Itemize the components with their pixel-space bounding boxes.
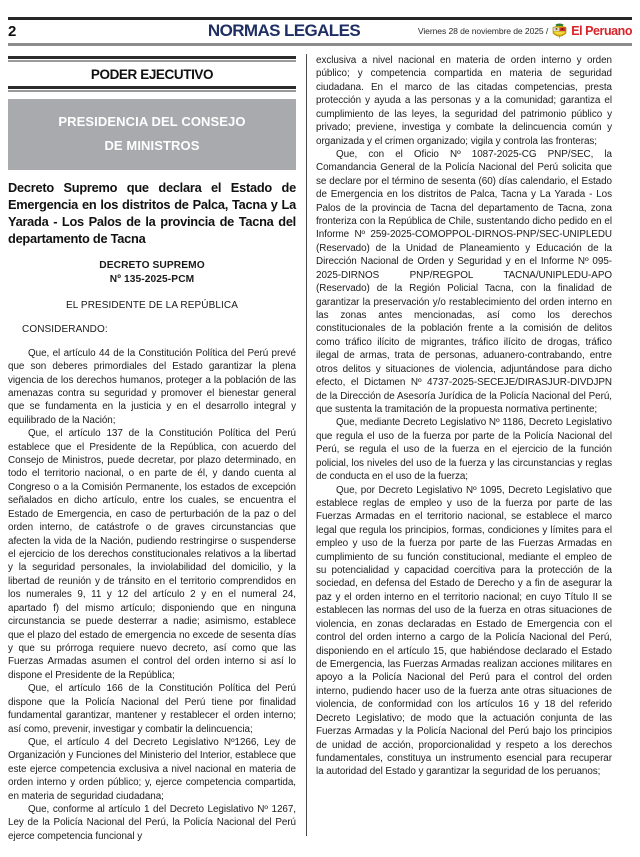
paragraph: Que, el artículo 166 de la Constitución Política del Perú dispone que la Policía Nacional del Perú tiene por finalidad fundamental garantizar, mantener y restablecer el orden interno; así como, prevenir, investigar y combatir la delincuencia; (8, 683, 296, 735)
masthead-row (8, 20, 632, 42)
section-rule-top (8, 56, 296, 59)
masthead-right-group (418, 23, 632, 40)
page-number: 2 (8, 22, 17, 40)
column-divider (306, 54, 307, 836)
section-rule-bottom (8, 86, 296, 89)
paragraph: Que, el artículo 44 de la Constitución Política del Perú prevé que son deberes primordiales del Estado garantizar la plena vigencia de los derechos humanos, proteger a la población de las amenazas contra su seguridad y promover el bienestar general que se fundamenta en la justicia y en el desarrollo integral y equilibrado de la Nación; (8, 347, 296, 426)
brand-name: El Peruano (571, 24, 632, 38)
decree-kicker-line-2: Nº 135-2025-PCM (109, 273, 195, 285)
right-column (316, 54, 612, 836)
masthead-rule-bottom (8, 43, 632, 46)
decree-title: Decreto Supremo que declara el Estado de Emergencia en los distritos de Palca, Tacna y La Yarada - Los Palos de la provincia de Tacna del departamento de Tacna (8, 180, 296, 247)
paragraph: Que, el artículo 4 del Decreto Legislativo Nº1266, Ley de Organización y Funciones del Ministerio del Interior, establece que este ejerce competencia exclusiva a nivel nacional en materia de orden interno y orden público; y, ejerce competencia compartida, en materia de seguridad ciudadana; (8, 736, 296, 802)
paragraph: Que, con el Oficio Nº 1087-2025-CG PNP/SEC, la Comandancia General de la Policía Nacional del Perú solicita que se declare por el término de sesenta (60) días calendario, el Estado de Emergencia en los distritos de Palca, Tacna y La Yarada - Los Palos de la provincia de Tacna del departamento de Tacna, zona fronteriza con la República de Chile, sustentando dicho pedido en el Informe Nº 259-2025-COMOPPOL-DIRNOS-PNP/SEC-UNIPLEDU (Reservado) de la Unidad de Planeamiento y Educación de la Dirección Nacional de Orden y Seguridad y en el Informe Nº 095-2025-DIRNOS PNP/REGPOL TACNA/UNIPLEDU-APO (Reservado) de la Región Policial Tacna, con la finalidad de garantizar la preservación y/o restablecimiento del orden interno en las zonas antes mencionadas, así como los derechos constitucionales de la población frente a la comisión de delitos como tráfico ilícito de migrantes, tráfico ilícito de drogas, tráfico ilegal de armas, trata de personas, aduanero-contrabando, entre otros delitos y situaciones de violencia, adjuntándose para dicho efecto, el Dictamen Nº 4737-2025-SECEJE/DIRASJUR-DIVDJPN de la Dirección de Asesoría Jurídica de la Policía Nacional del Perú, que sustenta la tramitación de la propuesta normativa pertinente; (316, 148, 612, 415)
paragraph: Que, mediante Decreto Legislativo Nº 1186, Decreto Legislativo que regula el uso de la fuerza por parte de la Policía Nacional del Perú, se regula el uso de la fuerza en el ejercicio de la función policial, los niveles del uso de la fuerza y las circunstancias y reglas de conducta en el uso de la fuerza; (316, 417, 612, 483)
president-line: EL PRESIDENTE DE LA REPÚBLICA (65, 299, 239, 311)
article-columns (8, 54, 632, 842)
entity-banner (8, 99, 296, 170)
section-rule-bottom-shadow (8, 90, 296, 92)
left-column-body (8, 347, 296, 844)
publication-title: NORMAS LEGALES (207, 21, 361, 40)
paragraph: exclusiva a nivel nacional en materia de orden interno y orden público; y competencia compartida en materia de seguridad ciudadana. En el marco de las citadas competencias, presta protección y ayuda a las personas y a la comunidad; garantiza el cumplimiento de las leyes, la seguridad del patrimonio público y privado; previene, investiga y combate la delincuencia común y organizada y el crimen organizado; vigila y controla las fronteras; (316, 55, 612, 147)
masthead (8, 17, 632, 48)
newspaper-page (0, 17, 640, 857)
paragraph: Que, por Decreto Legislativo Nº 1095, Decreto Legislativo que establece reglas de empleo y uso de la fuerza por parte de las Fuerzas Armadas en el territorio nacional, se establece el marco legal que regula los principios, formas, condiciones y límites para el empleo y uso de la fuerza por parte de las Fuerzas Armadas en cumplimiento de su función constitucional, mediante el empleo de su potencialidad y capacidad coercitiva para la protección de la sociedad, en defensa del Estado de Derecho y a fin de asegurar la paz y el orden interno en el territorio nacional; en cuyo Título II se establecen las normas del uso de la fuerza en otras situaciones de violencia, en zonas declaradas en Estado de Emergencia con el control del orden interno a cargo de la Policía Nacional del Perú, disponiendo en el artículo 15, que habiéndose declarado el Estado de Emergencia, las Fuerzas Armadas realizan acciones militares en apoyo a la Policía Nacional del Perú para el control del orden interno, pudiendo hacer uso de la fuerza ante otras situaciones de violencia, de conformidad con los artículos 16 y 18 del referido Decreto Legislativo; de modo que la actuación conjunta de las Fuerzas Armadas y la Policía Nacional del Perú bajo los principios de unidad de acción, proporcionalidad y respeto a los derechos fundamentales, constituya un instrumento esencial para recuperar la autoridad del Estado y garantizar la seguridad de los peruanos; (316, 484, 612, 778)
right-column-body (316, 54, 612, 779)
entity-banner-line-1: PRESIDENCIA DEL CONSEJO (58, 114, 246, 129)
left-column (8, 54, 304, 842)
decree-kicker-line-1: DECRETO SUPREMO (99, 260, 205, 272)
publication-date: Viernes 28 de noviembre de 2025 / (417, 26, 549, 36)
considerando-label: CONSIDERANDO: (22, 323, 108, 335)
section-heading: PODER EJECUTIVO (90, 67, 214, 82)
peru-coat-of-arms-icon (551, 23, 568, 40)
paragraph: Que, el artículo 137 de la Constitución Política del Perú establece que el Presidente de la República, con acuerdo del Consejo de Ministros, puede decretar, por plazo determinado, en todo el territorio nacional, o en parte de él, y dando cuenta al Congreso o a la Comisión Permanente, los estados de excepción señalados en dicho artículo, entre los cuales, se encuentra el Estado de Emergencia, en caso de perturbación de la paz o del orden interno, de catástrofe o de graves circunstancias que afecten la vida de la Nación, pudiendo restringirse o suspenderse el ejercicio de los derechos constitucionales relativos a la libertad y la seguridad personales, la inviolabilidad del domicilio, y la libertad de reunión y de tránsito en el territorio comprendidos en los numerales 9, 11 y 12 del artículo 2 y en el numeral 24, apartado f) del mismo artículo; disponiendo que en ninguna circunstancia se puede desterrar a nadie; asimismo, establece que el plazo del estado de emergencia no excede de sesenta días y que su prórroga requiere nuevo decreto, así como que las Fuerzas Armadas asumen el control del orden interno si así lo dispone el Presidente de la República; (8, 428, 296, 681)
decree-kicker (8, 259, 296, 287)
paragraph: Que, conforme al artículo 1 del Decreto Legislativo Nº 1267, Ley de la Policía Nacional del Perú, la Policía Nacional del Perú ejerce competencia funcional y (8, 804, 296, 842)
entity-banner-line-2: DE MINISTROS (104, 138, 200, 154)
